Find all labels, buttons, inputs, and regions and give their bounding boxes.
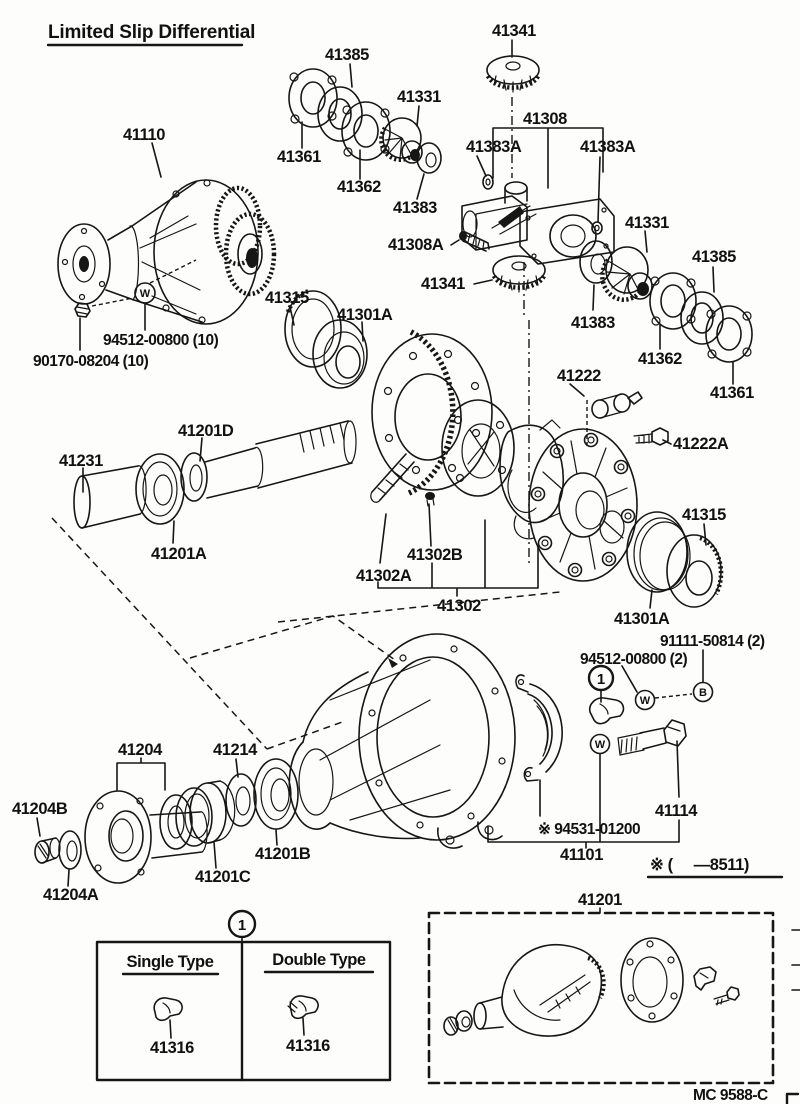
- position-dashed-line: [190, 616, 395, 660]
- page-title: Limited Slip Differential: [48, 22, 256, 43]
- part-label-41204: 41204: [118, 741, 162, 759]
- part-label-41114: 41114: [655, 802, 698, 820]
- part-label-91111-x2: 91111-50814 (2): [660, 633, 765, 650]
- part-drawing-bearing-41201B: [254, 759, 298, 829]
- inset-assembly-box: [429, 891, 773, 1083]
- part-drawing-lock-clip-41316-mid: [590, 698, 624, 724]
- page-edge-marks: [787, 930, 800, 1104]
- part-label-41316-double: 41316: [286, 1037, 330, 1055]
- part-drawing-clip-41316-single: [154, 998, 182, 1020]
- part-label-41331-top: 41331: [397, 88, 441, 106]
- part-label-41361-right: 41361: [710, 384, 754, 402]
- part-drawing-carrier-housing-41101: [289, 634, 515, 848]
- part-label-41204A: 41204A: [43, 886, 99, 904]
- part-label-41315-left: 41315: [265, 289, 309, 307]
- note-callout-mid: [589, 666, 613, 690]
- part-label-41362-top: 41362: [337, 178, 381, 196]
- part-label-41315-right: 41315: [682, 506, 726, 524]
- part-label-41308A: 41308A: [388, 236, 444, 254]
- part-drawing-diff-case-star: [529, 429, 637, 581]
- part-drawing-clutch-stack-right: [650, 273, 752, 362]
- part-label-41361-top: 41361: [277, 148, 321, 166]
- part-label-41383-right: 41383: [571, 314, 615, 332]
- part-label-41301A-left: 41301A: [337, 306, 393, 324]
- part-drawing-bearing-41201A: [136, 454, 184, 524]
- part-label-41201D: 41201D: [178, 422, 234, 440]
- part-label-41362-right: 41362: [638, 350, 682, 368]
- part-drawing-pinion-gear-41341-mid: [493, 256, 545, 292]
- part-label-90170-x10: 90170-08204 (10): [33, 353, 149, 370]
- part-label-41385-top: 41385: [325, 46, 369, 64]
- part-label-41201B: 41201B: [255, 845, 311, 863]
- part-drawing-washer-41214: [226, 774, 256, 826]
- part-label-41341-mid: 41341: [421, 275, 465, 293]
- part-label-41214: 41214: [213, 741, 257, 759]
- part-drawing-bolt-41114: [618, 720, 686, 755]
- bolt-symbol-b: [694, 683, 713, 702]
- part-drawing-lock-plate-41222: [592, 392, 642, 418]
- part-drawing-clutch-stack-left: [289, 69, 390, 160]
- part-label-41110: 41110: [123, 126, 166, 144]
- part-label-41341-top: 41341: [492, 22, 536, 40]
- part-label-41302B: 41302B: [407, 546, 463, 564]
- part-label-94512-x10: 94512-00800 (10): [103, 332, 219, 349]
- part-label-41222A: 41222A: [673, 435, 729, 453]
- washer-symbol-top: [135, 283, 155, 303]
- part-label-41308: 41308: [523, 110, 567, 128]
- double-type-header: Double Type: [272, 951, 366, 969]
- part-label-41301A-right: 41301A: [614, 610, 670, 628]
- washer-symbol-letter: W: [594, 739, 606, 751]
- part-label-41302: 41302: [437, 597, 481, 615]
- washer-symbol-letter: W: [139, 288, 151, 300]
- leader-washer-to-housing: [150, 260, 196, 283]
- part-label-41383A-left: 41383A: [466, 138, 522, 156]
- part-label-41222: 41222: [557, 367, 601, 385]
- alignment-dashed-line: [278, 592, 560, 622]
- part-drawing-bearing-cap: [516, 675, 562, 781]
- part-drawing-bolt-41222A: [634, 428, 668, 445]
- type-box-callout-number: 1: [237, 917, 247, 934]
- position-arrowhead: [388, 658, 398, 668]
- part-drawing-carrier-41110: [58, 180, 274, 324]
- washer-symbol-letter: W: [639, 695, 651, 707]
- single-type-header: Single Type: [126, 953, 214, 971]
- part-drawing-screw-41302B: [425, 492, 435, 506]
- part-drawing-washer-41201D: [181, 453, 207, 501]
- part-label-41201C: 41201C: [195, 868, 251, 886]
- part-drawing-clip-41316-double: [288, 996, 318, 1018]
- part-drawing-diff-case-41308: [462, 182, 614, 264]
- part-drawing-nut-90170: [75, 303, 90, 317]
- applicability-note: ※ ( —8511): [650, 856, 750, 874]
- washer-symbol-2: [591, 735, 610, 754]
- part-label-94531: ※ 94531-01200: [538, 821, 641, 838]
- part-drawing-plug-41204B: [35, 838, 60, 863]
- part-drawing-pinion-gear-41341-top: [487, 56, 539, 92]
- type-comparison-box: [97, 911, 390, 1080]
- note-callout-number: 1: [596, 671, 606, 688]
- part-label-41201: 41201: [578, 891, 622, 909]
- part-drawing-inset-assembly: [444, 938, 739, 1036]
- part-drawing-side-gear-41331-left: [381, 118, 422, 163]
- part-label-41385-right: 41385: [692, 248, 736, 266]
- part-drawing-case-hub-41302B-side: [442, 400, 514, 496]
- part-label-41302A: 41302A: [356, 567, 412, 585]
- leader-nut-to-washer: [92, 298, 133, 306]
- part-label-41204B: 41204B: [12, 800, 68, 818]
- part-drawing-oring-41383A-left: [483, 175, 493, 189]
- part-label-94512-x2: 94512-00800 (2): [580, 651, 688, 668]
- doc-code: MC 9588-C: [693, 1087, 768, 1104]
- part-label-41383A-right: 41383A: [580, 138, 636, 156]
- part-label-41383-top: 41383: [393, 199, 437, 217]
- part-drawing-washer-41204A: [59, 831, 81, 869]
- part-drawing-bearing-41201C: [160, 781, 235, 849]
- part-label-41331-right: 41331: [625, 214, 669, 232]
- part-label-41201A: 41201A: [151, 545, 207, 563]
- part-drawing-bearing-41315-right: [627, 512, 721, 607]
- bolt-symbol-letter: B: [699, 687, 707, 699]
- part-label-41316-single: 41316: [150, 1039, 194, 1057]
- part-label-41101: 41101: [560, 846, 603, 864]
- leader-washer-to-bolt-dashed: [655, 694, 692, 698]
- part-label-41231: 41231: [59, 452, 103, 470]
- washer-symbol-1: [636, 691, 655, 710]
